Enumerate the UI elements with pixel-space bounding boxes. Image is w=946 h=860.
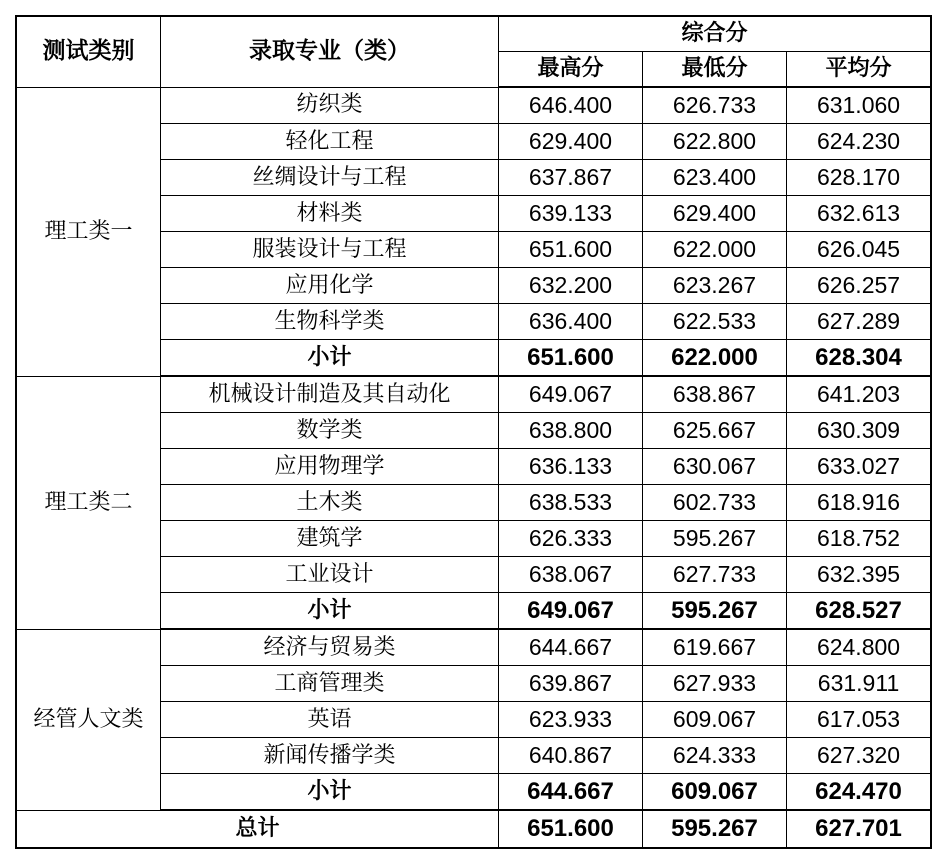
max-cell: 626.333 (499, 521, 643, 557)
avg-cell: 641.203 (787, 376, 931, 413)
header-avg: 平均分 (787, 52, 931, 88)
header-max: 最高分 (499, 52, 643, 88)
admission-score-table (16, 16, 931, 848)
min-cell: 609.067 (643, 702, 787, 738)
avg-cell: 631.911 (787, 666, 931, 702)
table-row (17, 376, 931, 413)
subtotal-min: 622.000 (643, 340, 787, 377)
major-cell: 轻化工程 (161, 124, 499, 160)
min-cell: 630.067 (643, 449, 787, 485)
major-cell: 土木类 (161, 485, 499, 521)
subtotal-max: 649.067 (499, 593, 643, 630)
min-cell: 629.400 (643, 196, 787, 232)
subtotal-avg: 628.304 (787, 340, 931, 377)
avg-cell: 627.289 (787, 304, 931, 340)
avg-cell: 618.916 (787, 485, 931, 521)
total-label: 总计 (17, 810, 499, 848)
max-cell: 638.800 (499, 413, 643, 449)
major-cell: 机械设计制造及其自动化 (161, 376, 499, 413)
major-cell: 工商管理类 (161, 666, 499, 702)
table-row (17, 87, 931, 124)
avg-cell: 627.320 (787, 738, 931, 774)
avg-cell: 624.800 (787, 629, 931, 666)
subtotal-label: 小计 (161, 340, 499, 377)
max-cell: 651.600 (499, 232, 643, 268)
table-row (17, 629, 931, 666)
major-cell: 材料类 (161, 196, 499, 232)
header-major: 录取专业（类） (161, 17, 499, 88)
major-cell: 服装设计与工程 (161, 232, 499, 268)
subtotal-max: 651.600 (499, 340, 643, 377)
major-cell: 经济与贸易类 (161, 629, 499, 666)
avg-cell: 632.613 (787, 196, 931, 232)
avg-cell: 632.395 (787, 557, 931, 593)
min-cell: 602.733 (643, 485, 787, 521)
avg-cell: 626.045 (787, 232, 931, 268)
major-cell: 英语 (161, 702, 499, 738)
avg-cell: 633.027 (787, 449, 931, 485)
max-cell: 638.533 (499, 485, 643, 521)
min-cell: 623.267 (643, 268, 787, 304)
avg-cell: 626.257 (787, 268, 931, 304)
header-min: 最低分 (643, 52, 787, 88)
major-cell: 应用化学 (161, 268, 499, 304)
major-cell: 纺织类 (161, 87, 499, 124)
max-cell: 644.667 (499, 629, 643, 666)
total-min: 595.267 (643, 810, 787, 848)
max-cell: 636.400 (499, 304, 643, 340)
min-cell: 622.533 (643, 304, 787, 340)
total-avg: 627.701 (787, 810, 931, 848)
min-cell: 627.933 (643, 666, 787, 702)
min-cell: 627.733 (643, 557, 787, 593)
max-cell: 623.933 (499, 702, 643, 738)
avg-cell: 618.752 (787, 521, 931, 557)
subtotal-min: 609.067 (643, 774, 787, 811)
avg-cell: 630.309 (787, 413, 931, 449)
major-cell: 丝绸设计与工程 (161, 160, 499, 196)
subtotal-min: 595.267 (643, 593, 787, 630)
avg-cell: 624.230 (787, 124, 931, 160)
avg-cell: 631.060 (787, 87, 931, 124)
subtotal-label: 小计 (161, 593, 499, 630)
major-cell: 工业设计 (161, 557, 499, 593)
major-cell: 生物科学类 (161, 304, 499, 340)
max-cell: 649.067 (499, 376, 643, 413)
category-cell: 理工类二 (17, 376, 161, 629)
min-cell: 638.867 (643, 376, 787, 413)
max-cell: 637.867 (499, 160, 643, 196)
min-cell: 622.800 (643, 124, 787, 160)
subtotal-label: 小计 (161, 774, 499, 811)
table-body (17, 87, 931, 848)
subtotal-avg: 624.470 (787, 774, 931, 811)
min-cell: 619.667 (643, 629, 787, 666)
avg-cell: 617.053 (787, 702, 931, 738)
max-cell: 646.400 (499, 87, 643, 124)
min-cell: 626.733 (643, 87, 787, 124)
max-cell: 636.133 (499, 449, 643, 485)
category-cell: 理工类一 (17, 87, 161, 376)
major-cell: 数学类 (161, 413, 499, 449)
category-cell: 经管人文类 (17, 629, 161, 810)
max-cell: 640.867 (499, 738, 643, 774)
subtotal-max: 644.667 (499, 774, 643, 811)
min-cell: 622.000 (643, 232, 787, 268)
header-composite: 综合分 (499, 17, 931, 52)
max-cell: 632.200 (499, 268, 643, 304)
major-cell: 应用物理学 (161, 449, 499, 485)
min-cell: 595.267 (643, 521, 787, 557)
total-row (17, 810, 931, 848)
total-max: 651.600 (499, 810, 643, 848)
max-cell: 639.133 (499, 196, 643, 232)
major-cell: 建筑学 (161, 521, 499, 557)
major-cell: 新闻传播学类 (161, 738, 499, 774)
min-cell: 625.667 (643, 413, 787, 449)
avg-cell: 628.170 (787, 160, 931, 196)
min-cell: 623.400 (643, 160, 787, 196)
subtotal-avg: 628.527 (787, 593, 931, 630)
max-cell: 639.867 (499, 666, 643, 702)
max-cell: 638.067 (499, 557, 643, 593)
max-cell: 629.400 (499, 124, 643, 160)
min-cell: 624.333 (643, 738, 787, 774)
header-category: 测试类别 (17, 17, 161, 88)
